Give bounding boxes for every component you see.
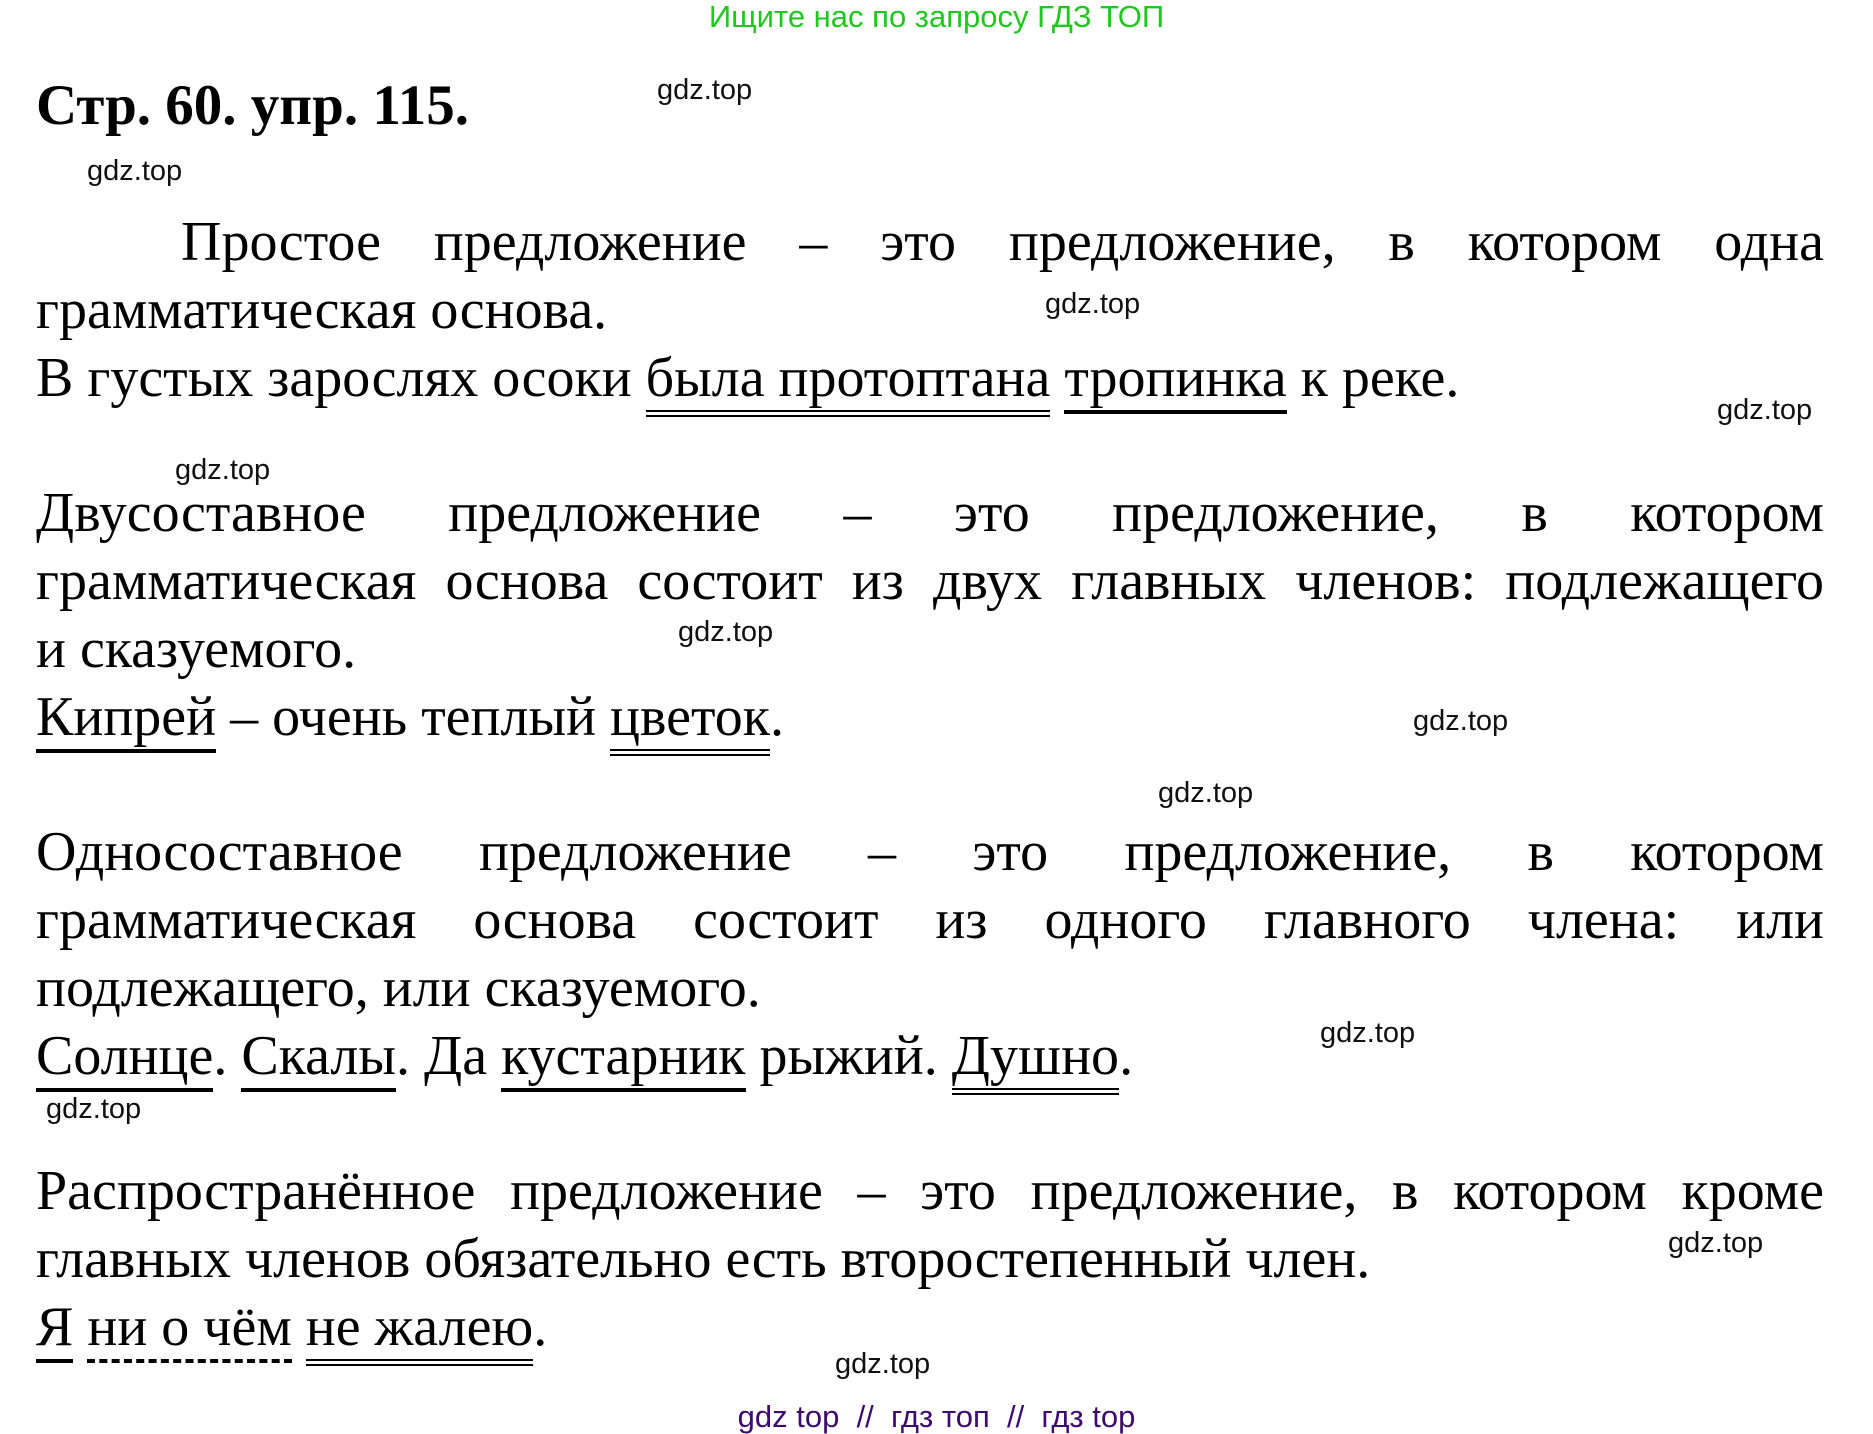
example-text: рыжий. [745, 1025, 952, 1087]
subject-word: Скалы [241, 1025, 396, 1092]
section-two-part-sentence [36, 479, 1824, 751]
definition-line: Двусоставное предложение – это предложение, в котором [36, 482, 1824, 544]
watermark: gdz.top [87, 155, 183, 187]
example-text: – очень теплый [216, 686, 611, 748]
definition-line: главных членов обязательно есть второстепенный член. [36, 1228, 1371, 1290]
subject-word: Солнце [36, 1025, 213, 1092]
watermark: gdz.top [678, 616, 774, 648]
example-text: . [213, 1025, 242, 1087]
predicate-word: цветок [610, 686, 770, 756]
subject-word: тропинка [1064, 347, 1286, 414]
watermark: gdz.top [1045, 288, 1141, 320]
modifier-word: ни о чём [87, 1296, 291, 1363]
section-one-part-sentence [36, 818, 1824, 1090]
footer-links: gdz top // гдз топ // гдз top [737, 1399, 1136, 1434]
watermark: gdz.top [657, 74, 753, 106]
subject-word: кустарник [501, 1025, 745, 1092]
definition-line: Простое предложение – это предложение, в котором одна [181, 211, 1824, 273]
watermark: gdz.top [175, 454, 271, 486]
definition-line: и сказуемого. [36, 618, 357, 680]
definition-line: Распространённое предложение – это предложение, в котором кроме [36, 1160, 1824, 1222]
watermark: gdz.top [1668, 1227, 1764, 1259]
watermark: gdz.top [835, 1348, 931, 1380]
watermark: gdz.top [1413, 705, 1509, 737]
predicate-word: не жалею [306, 1296, 534, 1366]
example-sentence [36, 344, 1824, 412]
predicate-word: была протоптана [646, 347, 1051, 417]
example-text: . [533, 1296, 548, 1358]
example-text: . Да [396, 1025, 502, 1087]
example-text [292, 1296, 306, 1359]
watermark: gdz.top [1158, 777, 1254, 809]
example-text: . [1119, 1025, 1134, 1087]
definition-line: подлежащего, или сказуемого. [36, 957, 761, 1019]
example-text: к реке. [1286, 347, 1460, 409]
section-simple-sentence [36, 208, 1824, 412]
example-text: В густых зарослях осоки [36, 347, 646, 409]
search-hint-banner: Ищите нас по запросу ГДЗ ТОП [708, 0, 1165, 34]
definition-line: Односоставное предложение – это предложение, в котором [36, 821, 1824, 883]
example-text [1050, 347, 1064, 410]
page-title: Стр. 60. упр. 115. [36, 74, 469, 137]
definition-line: грамматическая основа состоит из двух главных членов: подлежащего [36, 550, 1824, 612]
predicate-word: Душно [952, 1025, 1119, 1095]
subject-word: Я [36, 1296, 73, 1363]
watermark: gdz.top [1717, 394, 1813, 426]
watermark: gdz.top [1320, 1017, 1416, 1049]
watermark: gdz.top [46, 1093, 142, 1125]
definition-line: грамматическая основа состоит из одного главного члена: или [36, 889, 1824, 951]
example-sentence [36, 1022, 1824, 1090]
section-extended-sentence [36, 1157, 1824, 1361]
example-sentence [36, 683, 1824, 751]
subject-word: Кипрей [36, 686, 216, 753]
example-text: . [769, 686, 784, 748]
example-text [73, 1296, 87, 1359]
definition-line: грамматическая основа. [36, 279, 608, 341]
